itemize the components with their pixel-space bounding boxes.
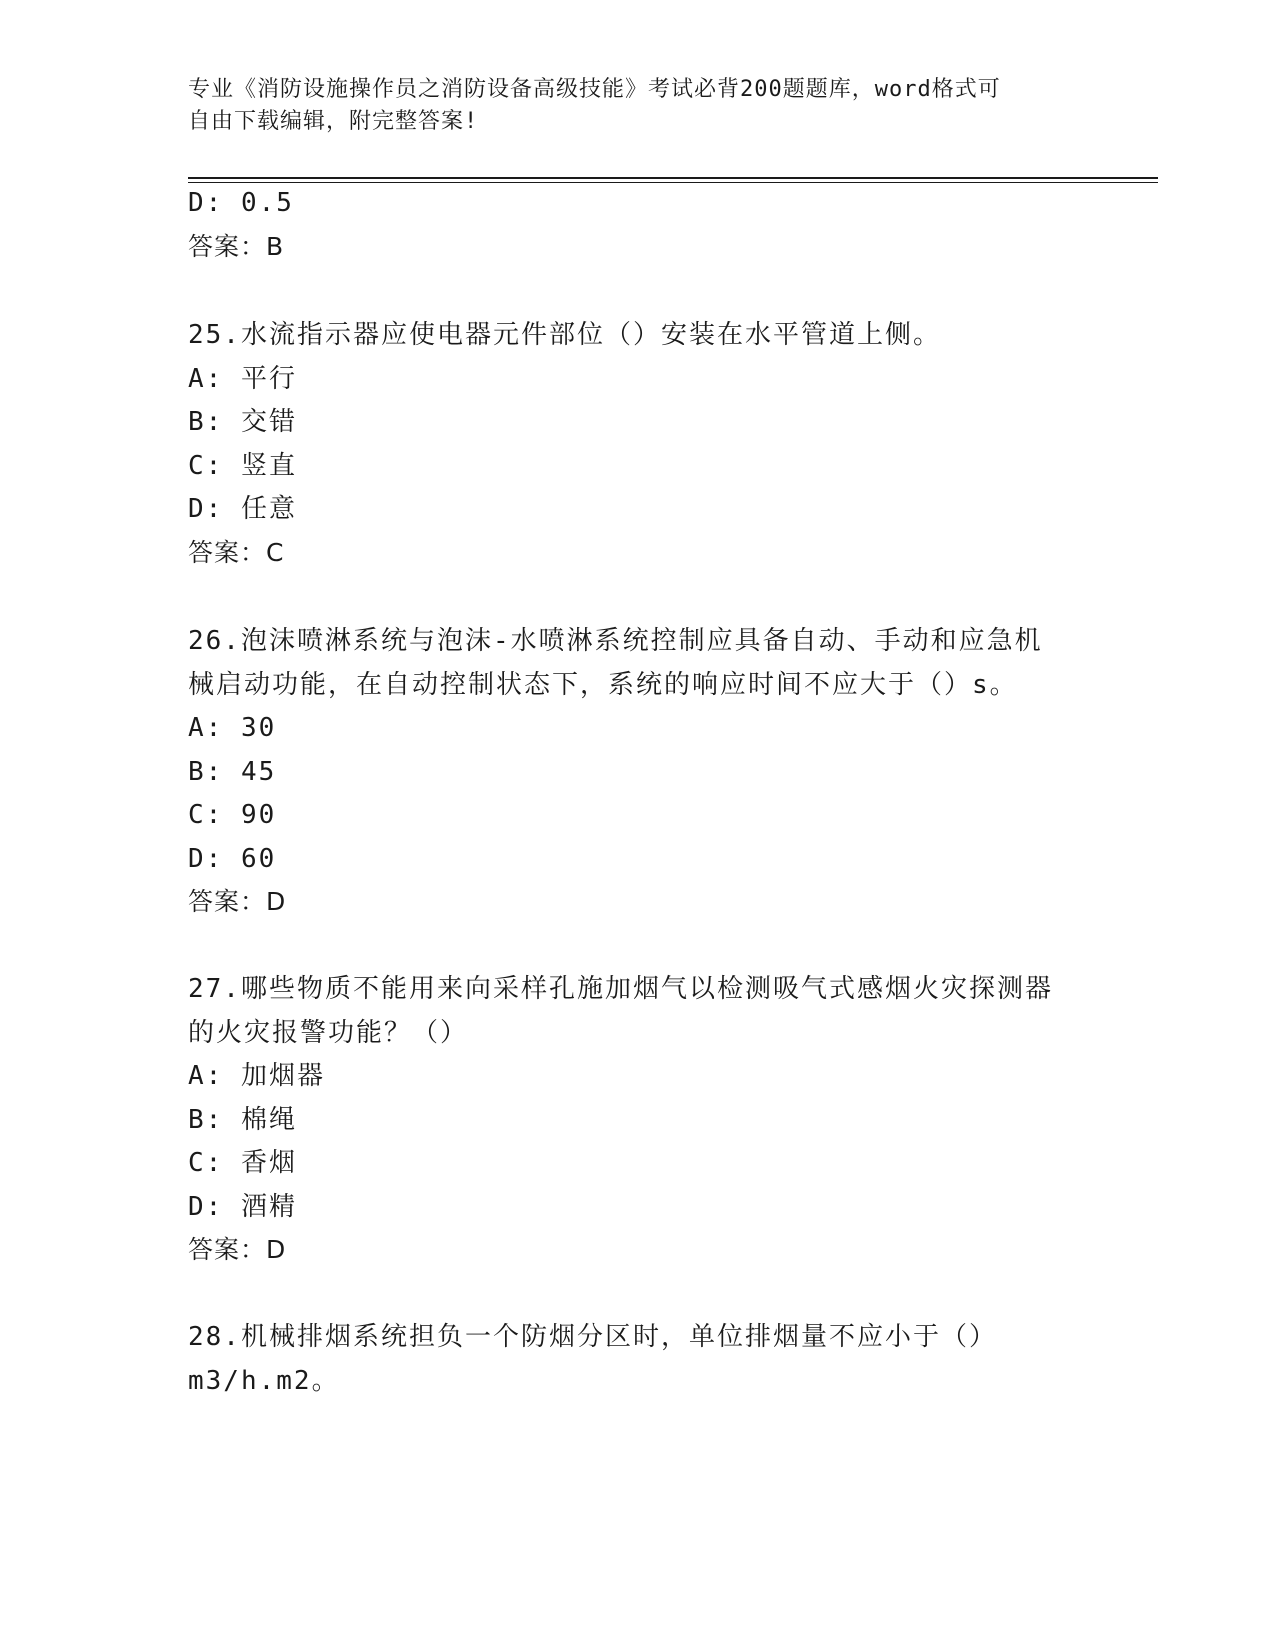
q25-option-c: C: 竖直 — [188, 451, 297, 481]
q27-option-d: D: 酒精 — [188, 1192, 297, 1222]
q25-option-d: D: 任意 — [188, 494, 297, 524]
q27-option-b: B: 棉绳 — [188, 1105, 297, 1135]
q25-option-a: A: 平行 — [188, 364, 297, 394]
q26-option-d: D: 60 — [188, 844, 277, 874]
q28-stem-line-1: 28.机械排烟系统担负一个防烟分区时，单位排烟量不应小于（） — [188, 1322, 997, 1352]
q25-option-b: B: 交错 — [188, 407, 297, 437]
q27-stem-line-2: 的火灾报警功能？（） — [188, 1018, 469, 1048]
q26-option-c: C: 90 — [188, 800, 277, 830]
q26-answer: 答案：D — [188, 887, 287, 916]
q26-option-b: B: 45 — [188, 757, 277, 787]
q25-answer: 答案：C — [188, 538, 285, 567]
q28-stem-line-2: m3/h.m2。 — [188, 1366, 340, 1396]
header-line-2: 自由下载编辑，附完整答案! — [188, 109, 479, 134]
q26-option-a: A: 30 — [188, 713, 277, 743]
header-divider-thin — [188, 182, 1158, 183]
q25-stem-line-1: 25.水流指示器应使电器元件部位（）安装在水平管道上侧。 — [188, 320, 941, 350]
q27-answer: 答案：D — [188, 1235, 287, 1264]
q26-stem-line-1: 26.泡沫喷淋系统与泡沫-水喷淋系统控制应具备自动、手动和应急机 — [188, 626, 1043, 656]
header-divider-thick — [188, 177, 1158, 179]
header-line-1: 专业《消防设施操作员之消防设备高级技能》考试必背200题题库，word格式可 — [188, 77, 1001, 102]
q27-stem-line-1: 27.哪些物质不能用来向采样孔施加烟气以检测吸气式感烟火灾探测器 — [188, 974, 1053, 1004]
document-header — [188, 74, 1068, 138]
q27-option-c: C: 香烟 — [188, 1148, 297, 1178]
prev-option-d: D: 0.5 — [188, 188, 294, 218]
q26-stem-line-2: 械启动功能，在自动控制状态下，系统的响应时间不应大于（）s。 — [188, 670, 1018, 700]
prev-answer: 答案：B — [188, 232, 285, 261]
q27-option-a: A: 加烟器 — [188, 1061, 325, 1091]
